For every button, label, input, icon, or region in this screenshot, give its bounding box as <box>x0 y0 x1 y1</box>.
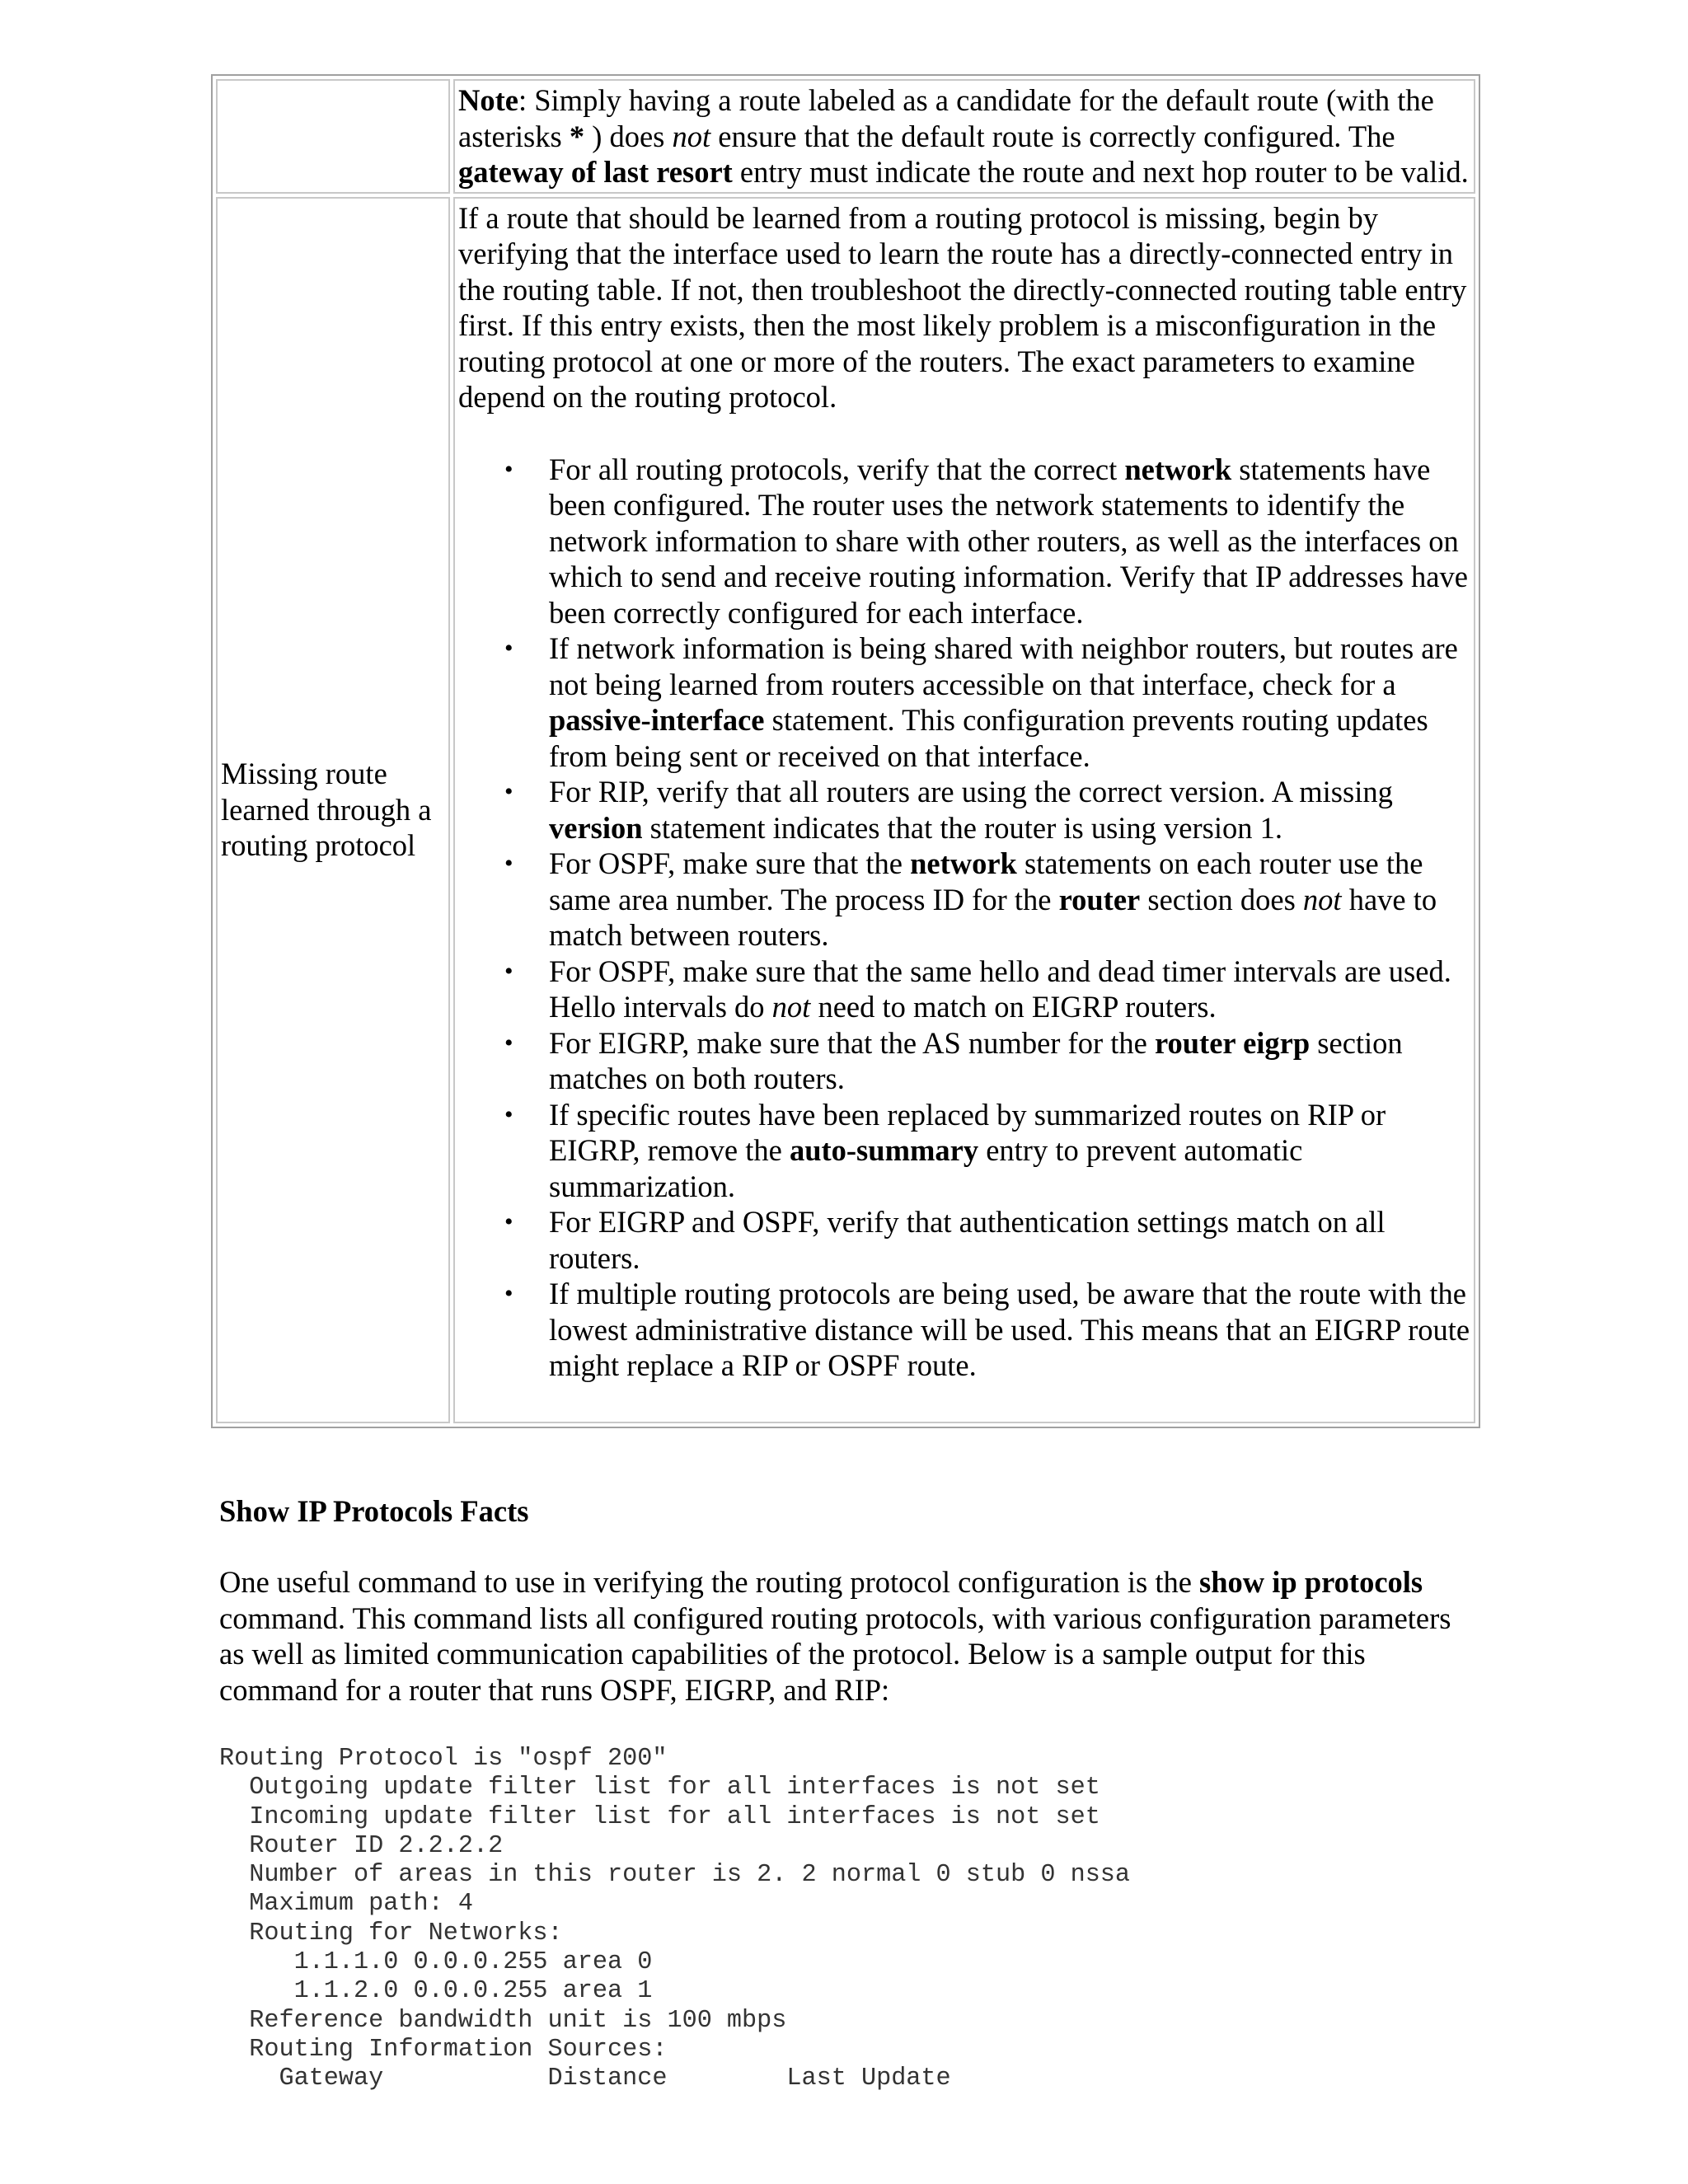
troubleshooting-table <box>211 74 1480 1428</box>
item-text: have to match between routers. <box>549 882 1437 952</box>
command-term: show ip protocols <box>1199 1565 1423 1599</box>
note-text: ) does <box>584 119 673 153</box>
asterisk-symbol: * <box>569 119 585 153</box>
note-paragraph <box>458 82 1470 190</box>
item-text: need to match on EIGRP routers. <box>810 990 1217 1024</box>
item-text: If network information is being shared with neighbor routers, but routes are not being learned from routers accessible on that interface, check for a <box>549 631 1458 701</box>
code-line: Routing Information Sources: <box>219 2035 668 2064</box>
note-text: : Simply having a route labeled as a candidate for the default route (with the asterisks <box>458 83 1434 153</box>
row-label-cell <box>216 79 450 194</box>
list-item <box>549 954 1470 1025</box>
list-item <box>549 846 1470 954</box>
command-term: network <box>1124 452 1232 486</box>
item-text: For EIGRP and OSPF, verify that authentication settings match on all routers. <box>549 1205 1386 1275</box>
item-text: For OSPF, make sure that the same hello and dead timer intervals are used. Hello intervals do <box>549 954 1451 1024</box>
item-text: For EIGRP, make sure that the AS number for the <box>549 1025 1155 1060</box>
item-text: entry to prevent automatic summarization. <box>549 1133 1303 1203</box>
item-text: statement. This configuration prevents routing updates from being sent or received on that interface. <box>549 703 1428 773</box>
section-heading: Show IP Protocols Facts <box>219 1494 529 1528</box>
item-text: section matches on both routers. <box>549 1025 1403 1095</box>
list-item <box>549 1204 1470 1276</box>
paragraph-text: One useful command to use in verifying the routing protocol configuration is the <box>219 1565 1200 1599</box>
code-line: 1.1.2.0 0.0.0.255 area 1 <box>219 1977 653 2006</box>
command-term: version <box>549 810 643 845</box>
gateway-term: gateway of last resort <box>458 155 733 189</box>
code-line: Number of areas in this router is 2. 2 normal 0 stub 0 nssa <box>219 1861 1131 1890</box>
command-term: router eigrp <box>1154 1025 1311 1060</box>
code-line: Router ID 2.2.2.2 <box>219 1831 504 1860</box>
command-output-code <box>219 1745 1130 2094</box>
item-text: statement indicates that the router is using version 1. <box>642 810 1283 845</box>
emphasis-not: not <box>1302 882 1342 916</box>
list-item <box>549 452 1470 631</box>
code-line: Routing Protocol is "ospf 200" <box>219 1745 668 1773</box>
command-term: network <box>910 846 1017 880</box>
note-text: entry must indicate the route and next hop router to be valid. <box>732 155 1469 189</box>
command-term: auto-summary <box>789 1133 979 1167</box>
list-item <box>549 1025 1470 1097</box>
command-term: router <box>1058 882 1141 916</box>
code-line: Routing for Networks: <box>219 1919 563 1947</box>
row-label-cell: Missing route learned through a routing protocol <box>216 197 450 1423</box>
item-text: If specific routes have been replaced by summarized routes on RIP or EIGRP, remove the <box>549 1097 1386 1167</box>
note-text: ensure that the default route is correctly configured. The <box>710 119 1395 153</box>
emphasis-not: not <box>672 119 711 153</box>
item-text: For all routing protocols, verify that the correct <box>549 452 1125 486</box>
code-line: Reference bandwidth unit is 100 mbps <box>219 2006 787 2035</box>
note-label: Note <box>458 83 518 117</box>
list-item <box>549 630 1470 774</box>
code-line: Maximum path: 4 <box>219 1890 473 1919</box>
item-text: statements have been configured. The router uses the network statements to identify the network information to share with other routers, as well as the interfaces on which to send and receive routing information. Verify that IP addresses have been correctly configured for each interface. <box>549 452 1468 630</box>
item-text: For OSPF, make sure that the <box>549 846 911 880</box>
paragraph-text: command. This command lists all configured routing protocols, with various configuration parameters as well as limited communication capabilities of the protocol. Below is a sample output for this command for a router that runs OSPF, EIGRP, and RIP: <box>219 1601 1451 1707</box>
code-line: Outgoing update filter list for all interfaces is not set <box>219 1774 1100 1802</box>
code-line: Incoming update filter list for all interfaces is not set <box>219 1802 1100 1831</box>
table-row <box>216 197 1475 1423</box>
row-description-cell <box>453 79 1475 194</box>
emphasis-not: not <box>771 990 811 1024</box>
list-item <box>549 774 1470 846</box>
item-text: For RIP, verify that all routers are using the correct version. A missing <box>549 775 1393 808</box>
intro-paragraph: If a route that should be learned from a routing protocol is missing, begin by verifying that the interface used to learn the route has a directly-connected entry in the routing table. If not, then troubleshoot the directly-connected routing table entry first. If this entry exists, then the most likely problem is a misconfiguration in the routing protocol at one or more of the routers. The exact parameters to examine depend on the routing protocol. <box>458 200 1467 414</box>
command-term: passive-interface <box>549 703 765 737</box>
table-row <box>216 79 1475 194</box>
item-text: If multiple routing protocols are being used, be aware that the route with the lowest administrative distance will be used. This means that an EIGRP route might replace a RIP or OSPF route. <box>549 1277 1470 1382</box>
list-item <box>549 1097 1470 1205</box>
list-item <box>549 1276 1470 1384</box>
item-text: statements on each router use the same area number. The process ID for the <box>549 846 1423 916</box>
item-text: section does <box>1140 882 1303 916</box>
code-line: Gateway Distance Last Update <box>219 2064 951 2093</box>
section-paragraph <box>219 1564 1472 1708</box>
code-line: 1.1.1.0 0.0.0.255 area 0 <box>219 1948 653 1977</box>
row-description-cell <box>453 197 1475 1423</box>
bullet-list <box>458 452 1470 1384</box>
